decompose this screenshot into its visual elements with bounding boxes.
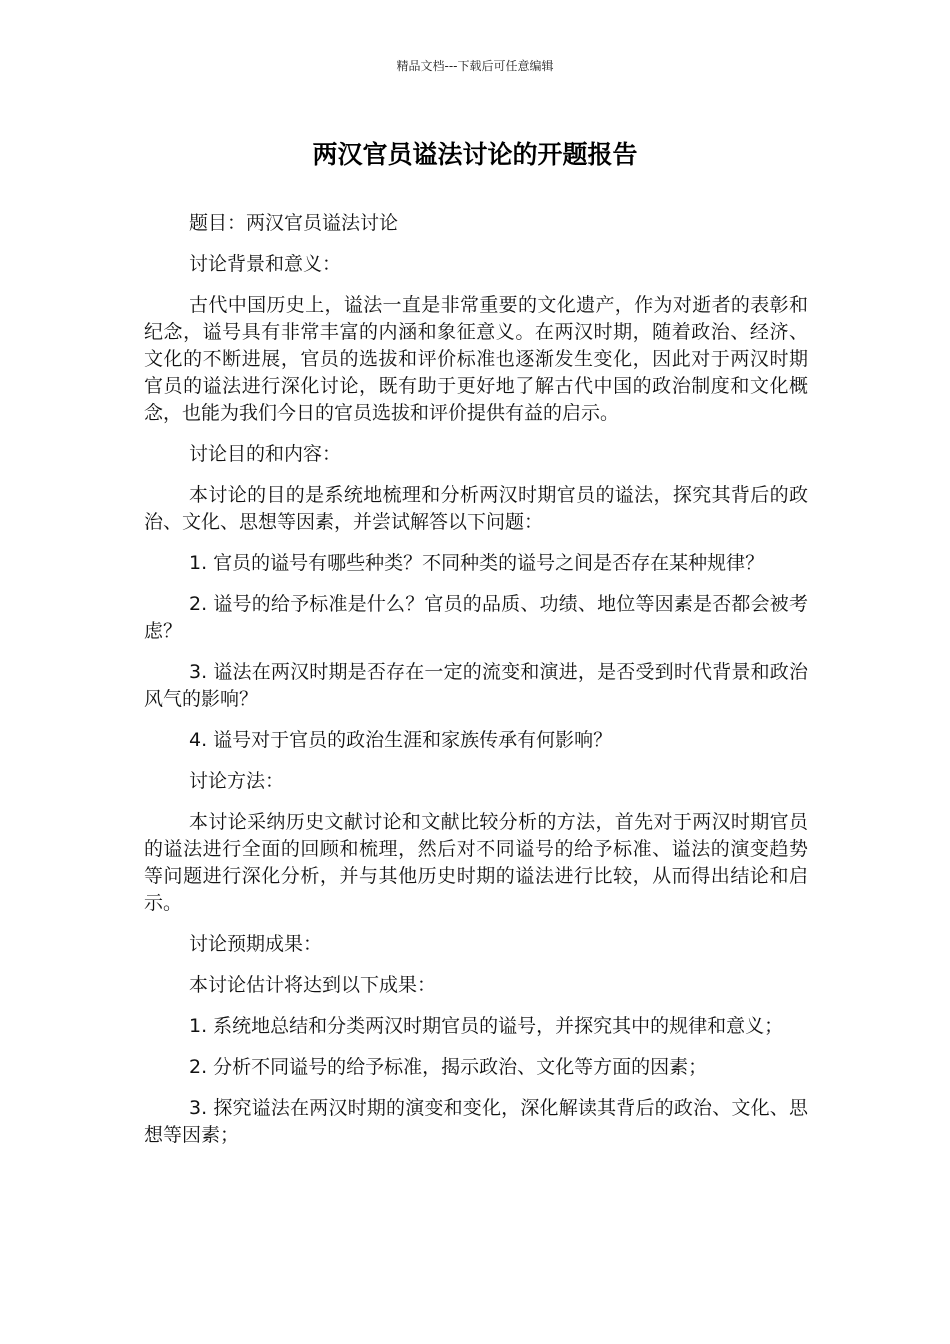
paragraph-method: 本讨论采纳历史文献讨论和文献比较分析的方法，首先对于两汉时期官员的谥法进行全面的回顾和梳理，然后对不同谥号的给予标准、谥法的演变趋势等问题进行深化分析，并与其他历史时期的谥法进行比较，从而得出结论和启示。	[144, 811, 808, 914]
paragraph-outcomes-intro: 本讨论估计将达到以下成果：	[189, 974, 437, 996]
document-body	[144, 210, 808, 1163]
topic-line: 题目：两汉官员谥法讨论	[189, 212, 399, 234]
outcome-item: 2. 分析不同谥号的给予标准，揭示政治、文化等方面的因素；	[189, 1056, 708, 1078]
paragraph-purpose: 本讨论的目的是系统地梳理和分析两汉时期官员的谥法，探究其背后的政治、文化、思想等因素，并尝试解答以下问题：	[144, 484, 808, 533]
section-heading-purpose: 讨论目的和内容：	[189, 443, 342, 465]
header-note: 精品文档---下载后可任意编辑	[396, 59, 554, 73]
question-item: 4. 谥号对于官员的政治生涯和家族传承有何影响？	[189, 729, 613, 751]
document-title: 两汉官员谥法讨论的开题报告	[312, 140, 638, 169]
outcome-item: 3. 探究谥法在两汉时期的演变和变化，深化解读其背后的政治、文化、思想等因素；	[144, 1097, 808, 1146]
outcome-item: 1. 系统地总结和分类两汉时期官员的谥号，并探究其中的规律和意义；	[189, 1015, 784, 1037]
question-item: 1. 官员的谥号有哪些种类？不同种类的谥号之间是否存在某种规律？	[189, 552, 765, 574]
question-item: 3. 谥法在两汉时期是否存在一定的流变和演进，是否受到时代背景和政治风气的影响？	[144, 661, 808, 710]
section-heading-method: 讨论方法：	[189, 770, 285, 792]
paragraph-background: 古代中国历史上，谥法一直是非常重要的文化遗产，作为对逝者的表彰和纪念，谥号具有非常丰富的内涵和象征意义。在两汉时期，随着政治、经济、文化的不断进展，官员的选拔和评价标准也逐渐发生变化，因此对于两汉时期官员的谥法进行深化讨论，既有助于更好地了解古代中国的政治制度和文化概念，也能为我们今日的官员选拔和评价提供有益的启示。	[144, 294, 808, 424]
question-item: 2. 谥号的给予标准是什么？官员的品质、功绩、地位等因素是否都会被考虑？	[144, 593, 808, 642]
section-heading-background: 讨论背景和意义：	[189, 253, 342, 275]
section-heading-outcomes: 讨论预期成果：	[189, 933, 323, 955]
